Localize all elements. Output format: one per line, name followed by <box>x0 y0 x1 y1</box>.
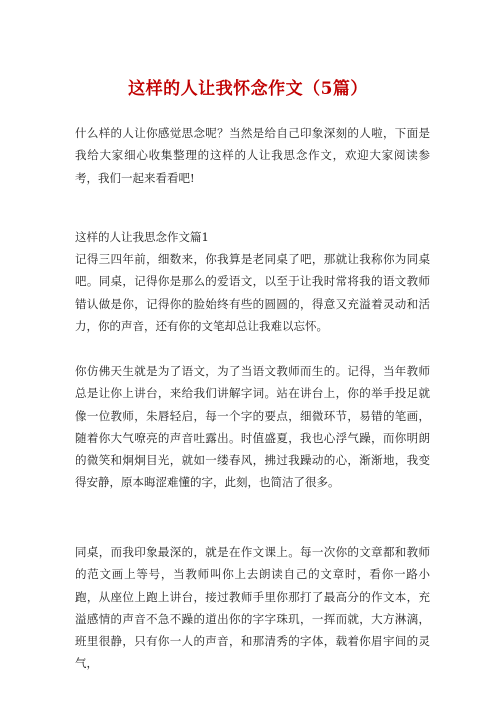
intro-paragraph: 什么样的人让你感觉思念呢？当然是给自己印象深刻的人啦，下面是我给大家细心收集整理的这样的人让我思念作文，欢迎大家阅读参考，我们一起来看看吧! <box>75 126 430 185</box>
body-paragraph: 你仿佛天生就是为了语文，为了当语文教师而生的。记得，当年教师总是让你上讲台，来给我们讲解字词。站在讲台上，你的举手投足就像一位教师，朱唇轻启，每一个字的要点，细微环节，易错的笔画，随着你大气嘹亮的声音吐露出。时值盛夏，我也心浮气躁，而你明朗的微笑和炯炯目光，就如一缕春风，拂过我躁动的心，渐渐地，我变得安静，原本晦涩难懂的字，此刻，也简洁了很多。 <box>75 364 430 490</box>
section-heading: 这样的人让我思念作文篇1 <box>75 230 209 244</box>
body-paragraph: 同桌，而我印象最深的，就是在作文课上。每一次你的文章都和教师的范文画上等号，当教师叫你上去朗读自己的文章时，看你一路小跑，从座位上跑上讲台，接过教师手里你那打了最高分的作文本，充溢感情的声音不急不躁的道出你的字字珠玑，一挥而就，大方淋漓，班里很静，只有你一人的声音，和那清秀的字体，载着你眉宇间的灵气， <box>75 545 430 671</box>
document-title: 这样的人让我怀念作文（5篇） <box>128 79 368 99</box>
body-paragraph: 记得三四年前，细数来，你我算是老同桌了吧，那就让我称你为同桌吧。同桌，记得你是那么的爱语文，以至于让我时常将我的语文教师错认做是你，记得你的脸始终有些的圆圆的，得意又充溢着灵动和活力，你的声音，还有你的文笔却总让我难以忘怀。 <box>75 252 430 333</box>
